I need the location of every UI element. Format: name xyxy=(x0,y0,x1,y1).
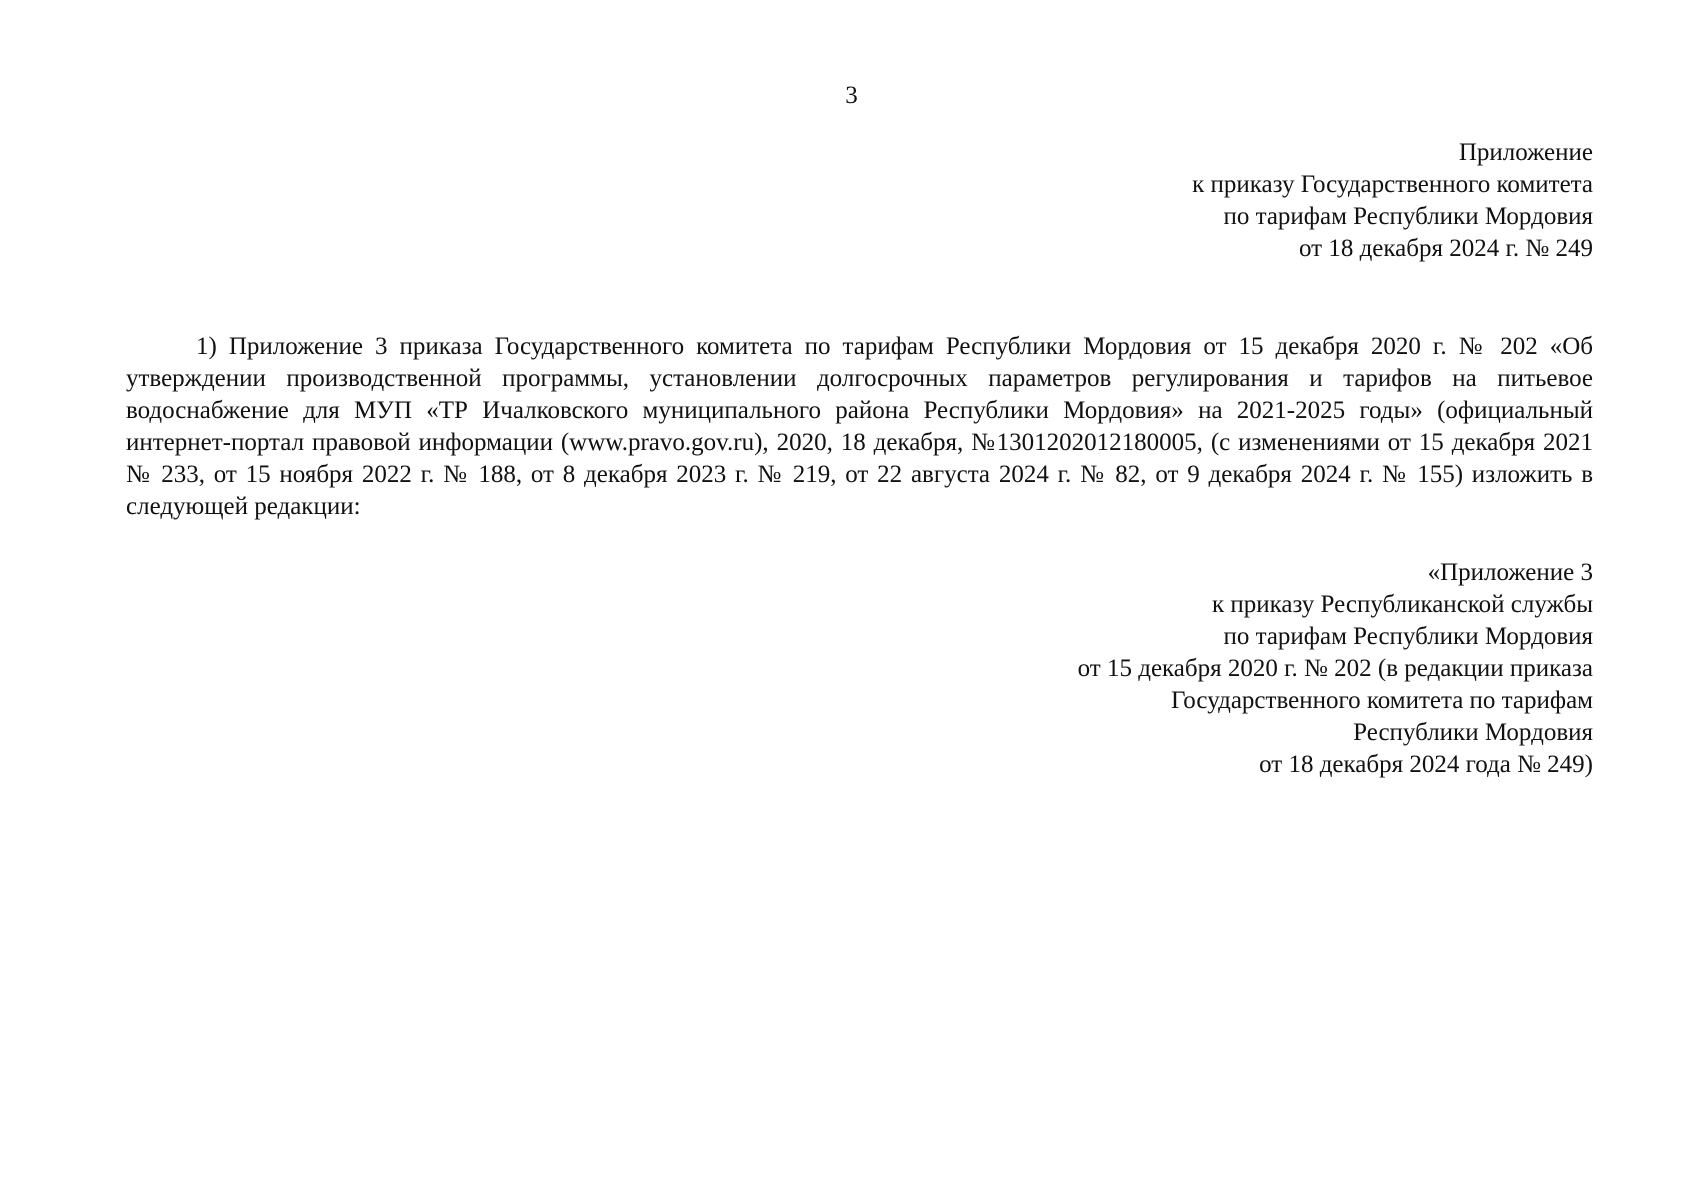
appendix-header xyxy=(1192,137,1593,265)
appendix-quoted-line: «Приложение 3 xyxy=(1427,559,1593,586)
page-number xyxy=(0,80,1697,112)
page-number-text: 3 xyxy=(845,82,858,109)
appendix-quoted xyxy=(1078,557,1593,781)
main-paragraph-text: 1) Приложение 3 приказа Государственного комитета по тарифам Республики Мордовия от 15 декабря 2020 г. № 202 «Об утверждении производственной программы, установлении долгосрочных параметров регулирования и тарифов на питьевое водоснабжение для МУП «ТР Ичалковского муниципального района Республики Мордовия» на 2021-2025 годы» (официальный интернет-портал правовой информации (www.pravo.gov.ru), 2020, 18 декабря, №1301202012180005, (с изменениями от 15 декабря 2021 № 233, от 15 ноября 2022 г. № 188, от 8 декабря 2023 г. № 219, от 22 августа 2024 г. № 82, от 9 декабря 2024 г. № 155) изложить в следующей редакции: xyxy=(126,333,1593,520)
appendix-header-line: к приказу Государственного комитета xyxy=(1192,171,1593,198)
main-paragraph xyxy=(126,331,1593,523)
appendix-quoted-line: от 15 декабря 2020 г. № 202 (в редакции приказа xyxy=(1077,655,1593,682)
appendix-header-line: Приложение xyxy=(1458,139,1593,166)
appendix-quoted-line: по тарифам Республики Мордовия xyxy=(1223,623,1593,650)
appendix-quoted-line: Государственного комитета по тарифам xyxy=(1171,687,1593,714)
appendix-header-line: по тарифам Республики Мордовия xyxy=(1223,203,1593,230)
appendix-quoted-line: от 18 декабря 2024 года № 249) xyxy=(1259,751,1593,778)
appendix-header-line: от 18 декабря 2024 г. № 249 xyxy=(1298,235,1593,262)
appendix-quoted-line: к приказу Республиканской службы xyxy=(1211,591,1593,618)
appendix-quoted-line: Республики Мордовия xyxy=(1353,719,1593,746)
